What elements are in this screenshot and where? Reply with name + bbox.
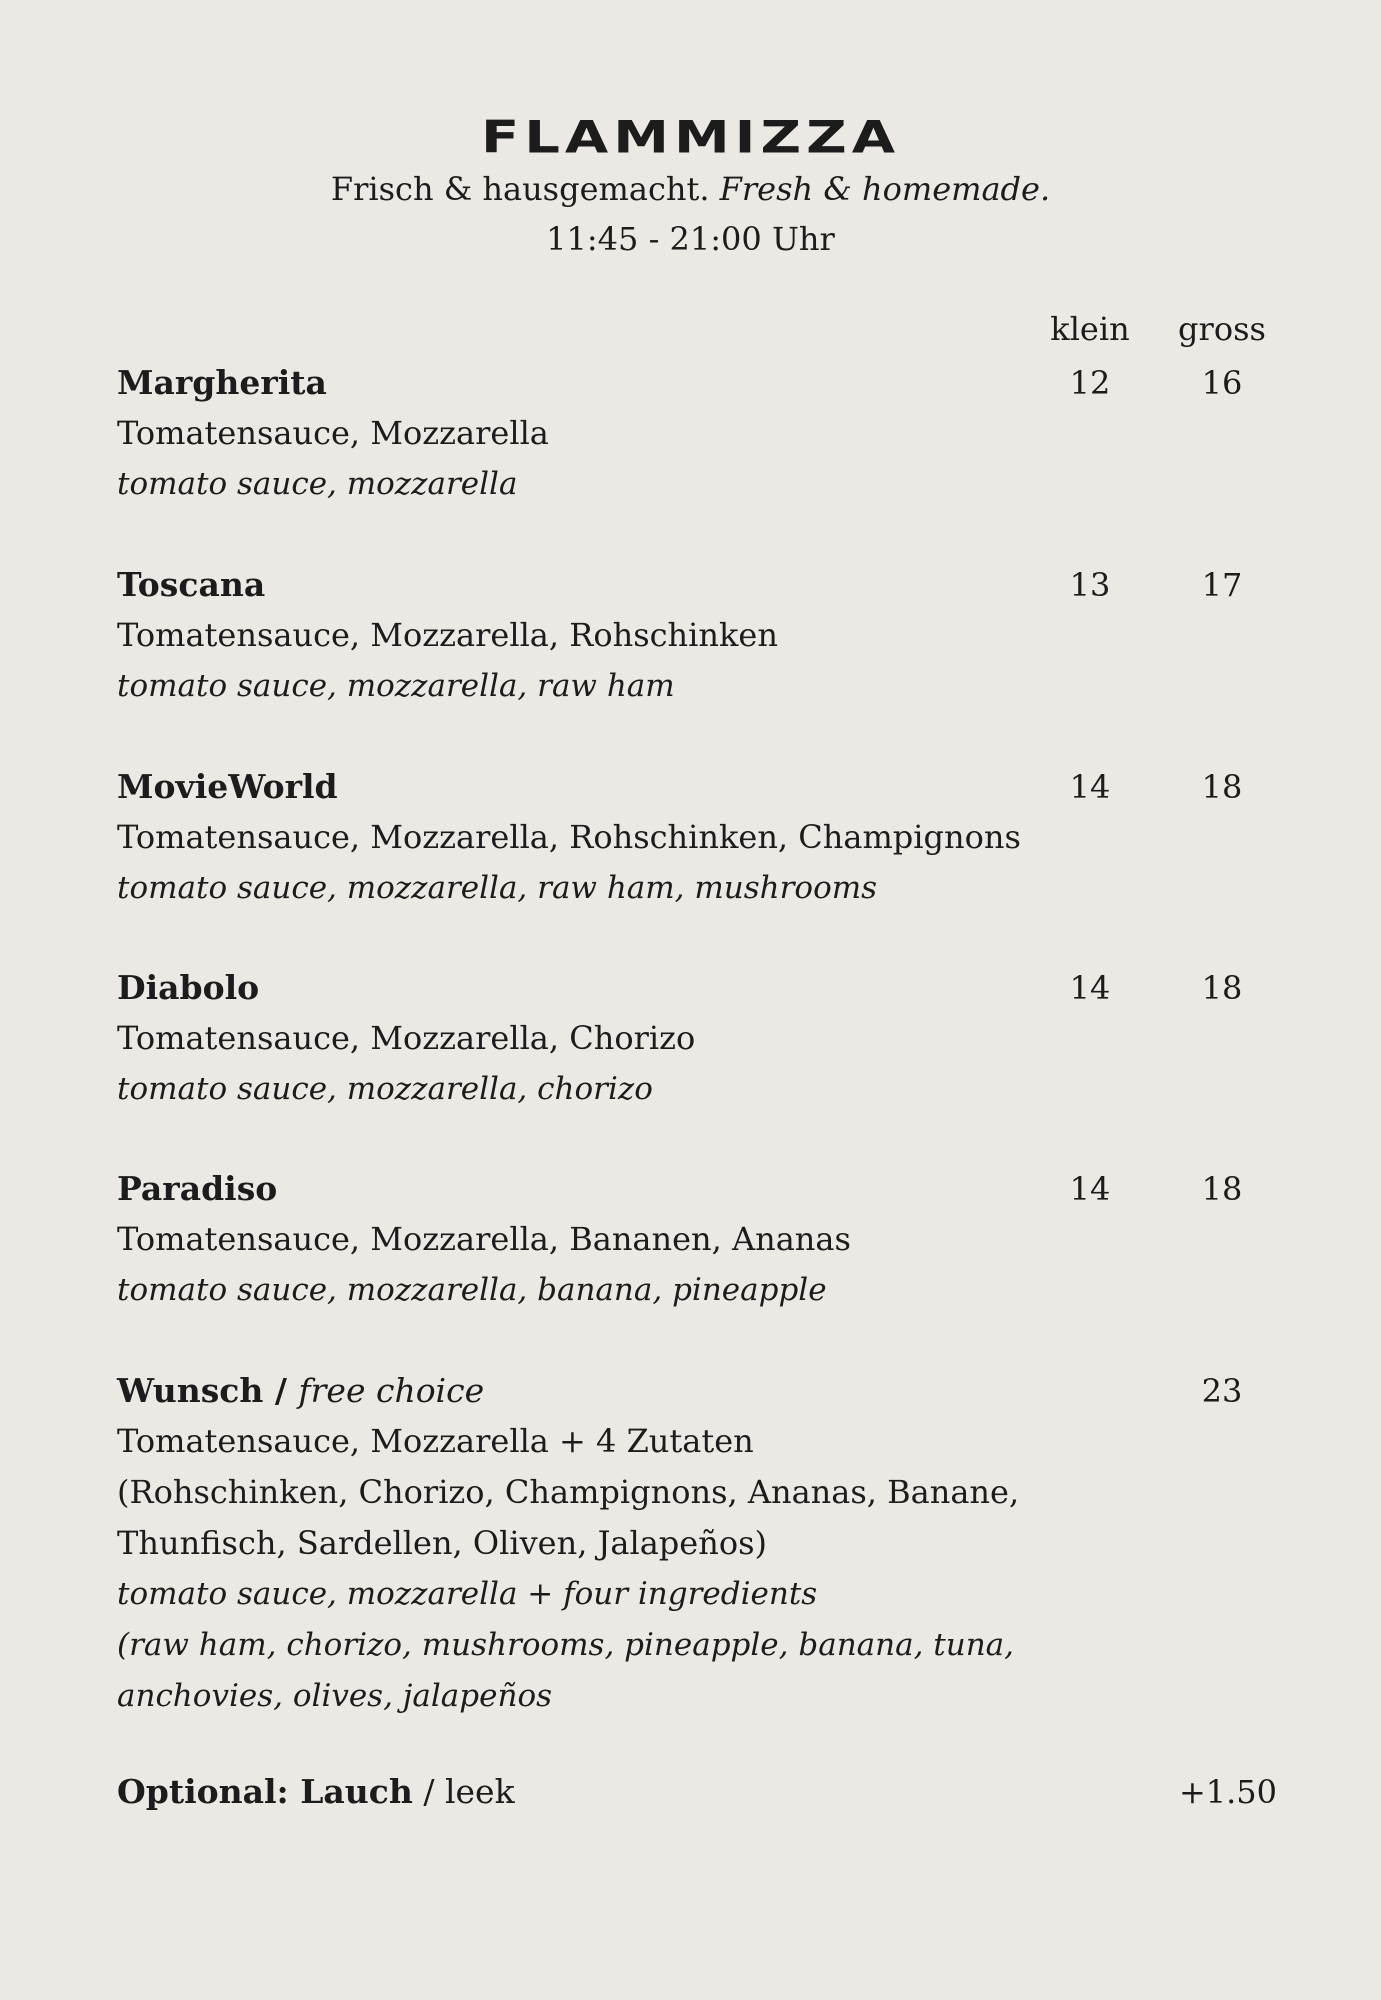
item-description-en: tomato sauce, mozzarella, raw ham, mushrooms xyxy=(117,870,878,906)
tagline-en: Fresh & homemade. xyxy=(719,170,1051,208)
brand-title: FLAMMIZZA xyxy=(480,111,901,164)
item-description-en: tomato sauce, mozzarella, chorizo xyxy=(117,1071,653,1107)
price-large: 18 xyxy=(1201,1170,1243,1208)
tagline-de: Frisch & hausgemacht. xyxy=(330,170,710,208)
tagline xyxy=(0,170,1381,208)
optional-label: Optional: Lauch xyxy=(117,1772,413,1811)
item-description-de: Tomatensauce, Mozzarella, Chorizo xyxy=(117,1019,696,1057)
custom-name-en: free choice xyxy=(298,1371,485,1410)
custom-description-de-1: Tomatensauce, Mozzarella + 4 Zutaten xyxy=(117,1422,754,1460)
custom-name-de: Wunsch / xyxy=(117,1371,287,1410)
optional-price: +1.50 xyxy=(1178,1773,1277,1811)
column-header-small: klein xyxy=(1050,310,1130,348)
column-header-large: gross xyxy=(1178,310,1266,348)
menu-item-paradiso xyxy=(117,1164,1277,1316)
item-name: Toscana xyxy=(117,565,266,604)
item-description-de: Tomatensauce, Mozzarella, Rohschinken, Champignons xyxy=(117,818,1021,856)
custom-description-en-3: anchovies, olives, jalapeños xyxy=(117,1678,553,1714)
item-description-de: Tomatensauce, Mozzarella xyxy=(117,414,549,452)
menu-item-custom xyxy=(117,1366,1277,1722)
price-small: 14 xyxy=(1069,768,1111,806)
item-name xyxy=(117,1366,1277,1416)
optional-addon xyxy=(117,1767,1277,1817)
optional-separator: / xyxy=(412,1772,445,1811)
menu-item-movieworld xyxy=(117,762,1277,914)
item-description-en: tomato sauce, mozzarella, raw ham xyxy=(117,668,675,704)
item-name: Paradiso xyxy=(117,1169,278,1208)
item-description-en: tomato sauce, mozzarella xyxy=(117,466,518,502)
menu-item-toscana xyxy=(117,560,1277,712)
custom-description-en-2: (raw ham, chorizo, mushrooms, pineapple, banana, tuna, xyxy=(117,1627,1015,1663)
price-small: 12 xyxy=(1069,364,1111,402)
price-custom: 23 xyxy=(1201,1372,1243,1410)
item-description-en: tomato sauce, mozzarella, banana, pineapple xyxy=(117,1272,827,1308)
price-small: 13 xyxy=(1069,566,1111,604)
item-description-de: Tomatensauce, Mozzarella, Rohschinken xyxy=(117,616,778,654)
price-large: 17 xyxy=(1201,566,1243,604)
item-name: Diabolo xyxy=(117,968,260,1007)
price-small: 14 xyxy=(1069,1170,1111,1208)
price-large: 18 xyxy=(1201,969,1243,1007)
item-name: MovieWorld xyxy=(117,767,338,806)
item-name: Margherita xyxy=(117,363,327,402)
menu-item-margherita xyxy=(117,358,1277,510)
custom-description-de-2: (Rohschinken, Chorizo, Champignons, Ananas, Banane, xyxy=(117,1473,1020,1511)
custom-description-de-3: Thunfisch, Sardellen, Oliven, Jalapeños) xyxy=(117,1524,767,1562)
optional-label-en: leek xyxy=(444,1772,515,1811)
menu-item-diabolo xyxy=(117,963,1277,1115)
price-large: 18 xyxy=(1201,768,1243,806)
price-small: 14 xyxy=(1069,969,1111,1007)
item-description-de: Tomatensauce, Mozzarella, Bananen, Ananas xyxy=(117,1220,851,1258)
custom-description-en-1: tomato sauce, mozzarella + four ingredients xyxy=(117,1576,818,1612)
opening-hours: 11:45 - 21:00 Uhr xyxy=(546,220,835,258)
price-large: 16 xyxy=(1201,364,1243,402)
